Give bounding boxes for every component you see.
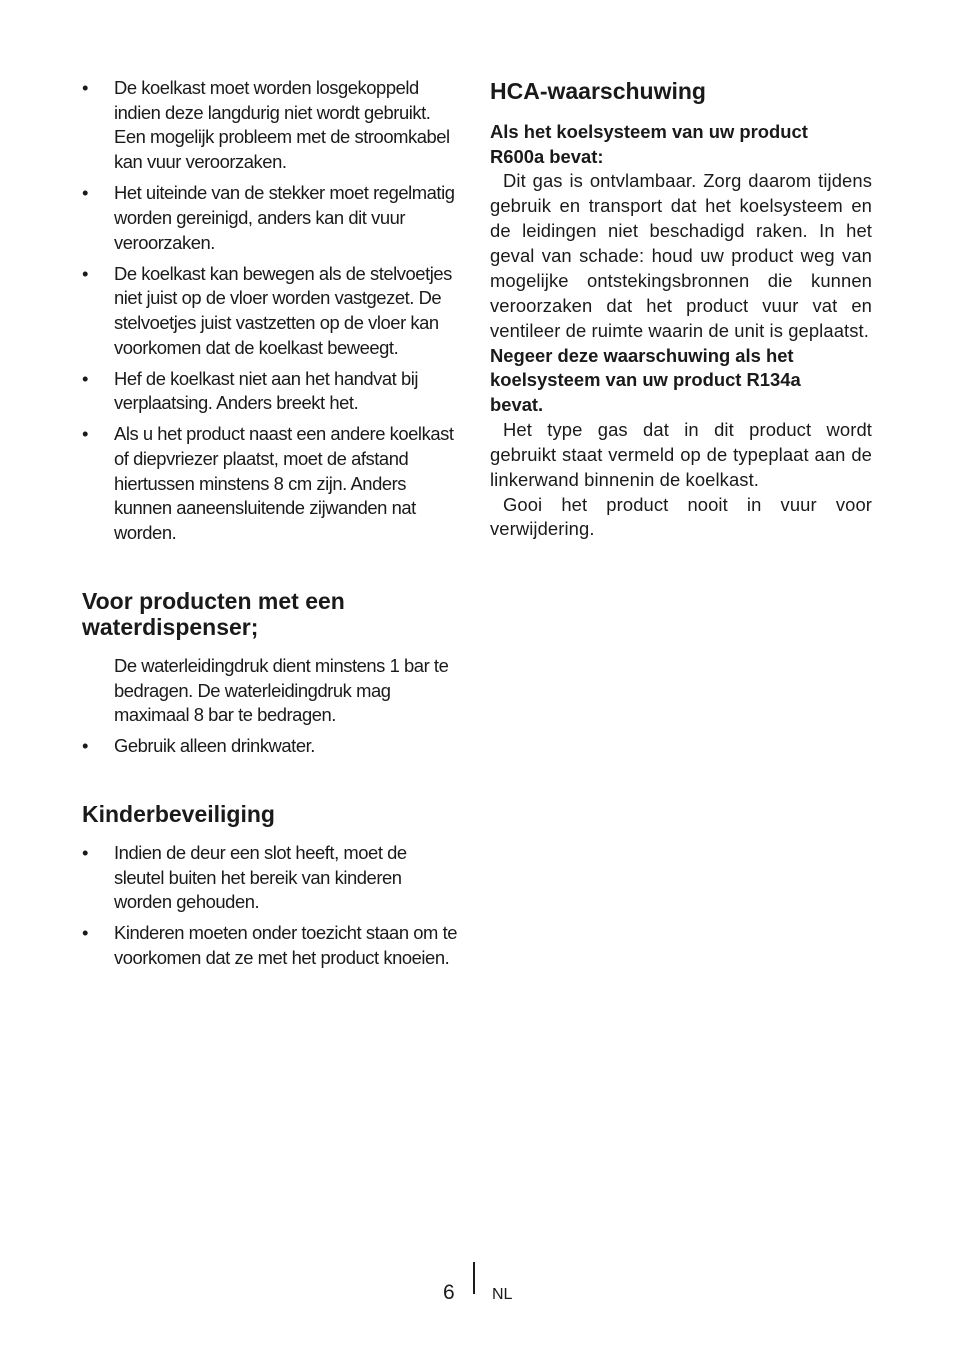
- gas-type-text: Het type gas dat in dit product wordt gebruikt staat vermeld op de typeplaat aan de linkerwand binnenin de koelkast.: [490, 418, 872, 490]
- bullet-text: Gebruik alleen drinkwater.: [114, 735, 315, 757]
- bullet-text: Het uiteinde van de stekker moet regelmatig worden gereinigd, anders kan dit vuur veroorzaken.: [114, 182, 455, 253]
- heading-line: Voor producten met een: [82, 587, 345, 614]
- bold-line: Als het koelsysteem van uw product: [490, 121, 808, 142]
- bold-line: Negeer deze waarschuwing als het: [490, 344, 794, 366]
- bullet-icon: •: [82, 922, 88, 944]
- list-item: [82, 181, 460, 255]
- safety-bullet-list: [82, 76, 460, 546]
- bullet-icon: •: [82, 735, 88, 757]
- water-bullet-list: [82, 734, 460, 759]
- language-code: NL: [492, 1286, 513, 1303]
- bullet-icon: •: [82, 77, 88, 98]
- bullet-icon: •: [82, 262, 88, 284]
- r134a-condition: [490, 344, 872, 418]
- bullet-text: Als u het product naast een andere koelkast of diepvriezer plaatst, moet de afstand hiertussen minstens 8 cm zijn. Anders kunnen aaneensluitende zijwanden nat worden.: [114, 423, 454, 544]
- footer-divider: [473, 1262, 475, 1294]
- bullet-icon: •: [82, 367, 88, 389]
- water-pressure-text: De waterleidingdruk dient minstens 1 bar te bedragen. De waterleidingdruk mag maximaal 8 bar te bedragen.: [114, 654, 449, 726]
- bullet-text: Indien de deur een slot heeft, moet de sleutel buiten het bereik van kinderen worden gehouden.: [114, 841, 407, 913]
- bullet-text: Kinderen moeten onder toezicht staan om te voorkomen dat ze met het product knoeien.: [114, 922, 458, 969]
- list-item: [82, 367, 460, 416]
- bullet-text: De koelkast kan bewegen als de stelvoetjes niet juist op de vloer worden vastgezet. De stelvoetjes juist vastzetten op de vloer kan voorkomen dat de koelkast beweegt.: [114, 262, 452, 358]
- water-dispenser-heading: [82, 588, 460, 640]
- list-item: [82, 734, 460, 759]
- r600a-condition: [490, 120, 872, 169]
- list-item: [82, 841, 460, 915]
- heading-line: waterdispenser;: [82, 613, 259, 640]
- bold-line: koelsysteem van uw product R134a: [490, 369, 801, 391]
- list-item: [82, 921, 460, 970]
- bullet-text: De koelkast moet worden losgekoppeld indien deze langdurig niet wordt gebruikt. Een mogelijk probleem met de stroomkabel kan vuur veroorzaken.: [114, 77, 450, 173]
- disposal-text: Gooi het product nooit in vuur voor verwijdering.: [490, 493, 872, 540]
- bullet-text: Hef de koelkast niet aan het handvat bij verplaatsing. Anders breekt het.: [114, 367, 419, 414]
- list-item: [82, 262, 460, 361]
- child-safety-heading: Kinderbeveiliging: [82, 800, 275, 827]
- bold-line: bevat.: [490, 394, 544, 416]
- list-item: [82, 422, 460, 546]
- page-number: 6: [443, 1281, 455, 1304]
- hca-warning-title: HCA-waarschuwing: [490, 78, 706, 104]
- r600a-warning-text: Dit gas is ontvlambaar. Zorg daarom tijdens gebruik en transport dat het koelsysteem en de leidingen niet beschadigd raken. In het geval van schade: houd uw product weg van mogelijke ontstekingsbronnen die kunnen veroorzaken dat het product vuur vat en ventileer de ruimte waarin de unit is geplaatst.: [490, 170, 872, 341]
- bullet-icon: •: [82, 182, 88, 204]
- bullet-icon: •: [82, 841, 88, 863]
- right-column: [490, 76, 872, 542]
- bullet-icon: •: [82, 423, 88, 445]
- list-item: [82, 76, 460, 175]
- child-bullet-list: [82, 841, 460, 971]
- bold-line: R600a bevat:: [490, 145, 604, 167]
- left-column: [82, 76, 460, 977]
